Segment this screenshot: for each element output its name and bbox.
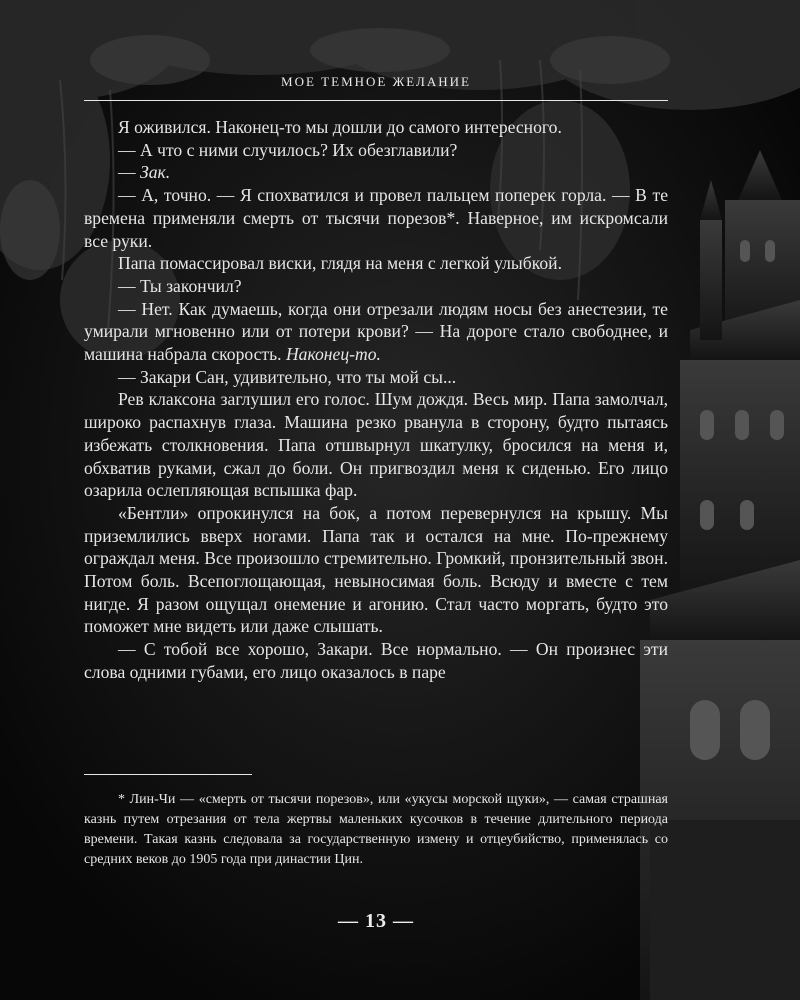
italic-text: Наконец-то. — [285, 344, 381, 365]
text-run: «Бентли» опрокинулся на бок, а потом перевернулся на крышу. Мы приземлились вверх ногами. Папа так и остался на мне. По-прежнему ограждал меня. Все произошло стремительно. Громкий, пронзительный звон. Потом боль. Всепоглощающая, невыносимая боль. Всюду и вместе с тем нигде. Я разом ощущал онемение и агонию. Стал часто моргать, будто это поможет мне видеть или даже слышать. — [84, 502, 668, 637]
text-run: — Ты закончил? — [118, 275, 242, 296]
footnote: * Лин-Чи — «смерть от тысячи порезов», или «укусы морской щуки», — самая страшная казнь путем отрезания от тела жертвы маленьких кусочков в течение длительного периода времени. Такая казнь следовала за государственную измену и отцеубийство, применялась со средних веков до 1905 года при династии Цин. — [84, 792, 668, 867]
text-run: — Нет. Как думаешь, когда они отрезали людям носы без анестезии, те умирали мгновенно или от потери крови? — На дороге стало свободнее, и машина набрала скорость. — [84, 298, 668, 365]
text-run: — — [118, 162, 140, 183]
paragraph — [84, 139, 668, 162]
paragraph — [84, 638, 668, 683]
paragraph — [84, 298, 668, 366]
paragraph — [84, 502, 668, 638]
text-run: Я оживился. Наконец-то мы дошли до самого интересного. — [118, 117, 562, 137]
body-text — [84, 116, 668, 684]
text-run: — А, точно. — Я спохватился и провел пальцем поперек горла. — В те времена применяли смерть от тысячи порезов*. Наверное, им искромсали все руки. — [84, 185, 668, 251]
paragraph — [84, 161, 668, 184]
paragraph — [84, 275, 668, 298]
footnote-rule — [84, 774, 252, 775]
paragraph — [84, 366, 668, 389]
text-run: Рев клаксона заглушил его голос. Шум дождя. Весь мир. Папа замолчал, широко распахнув глаза. Машина резко рванула в сторону, будто пытаясь избежать столкновения. Папа отшвырнул шкатулку, бросился на меня и, обхватив руками, сжал до боли. Он пригвоздил меня к сиденью. Его лицо озарила ослепляющая вспышка фар. — [84, 389, 668, 501]
text-run: — А что с ними случилось? Их обезглавили? — [118, 139, 458, 160]
text-run: — Закари Сан, удивительно, что ты мой сы... — [118, 366, 457, 387]
page-number: — 13 — — [338, 910, 414, 932]
running-header: МОЕ ТЕМНОЕ ЖЕЛАНИЕ — [281, 74, 471, 89]
paragraph — [84, 252, 668, 275]
text-run: Папа помассировал виски, глядя на меня с легкой улыбкой. — [118, 253, 562, 274]
paragraph — [84, 184, 668, 252]
text-run: — С тобой все хорошо, Закари. Все нормально. — Он произнес эти слова одними губами, его лицо оказалось в паре — [84, 639, 668, 682]
header-rule — [84, 100, 668, 101]
paragraph — [84, 388, 668, 502]
italic-text: Зак. — [140, 162, 171, 183]
paragraph — [84, 116, 668, 139]
